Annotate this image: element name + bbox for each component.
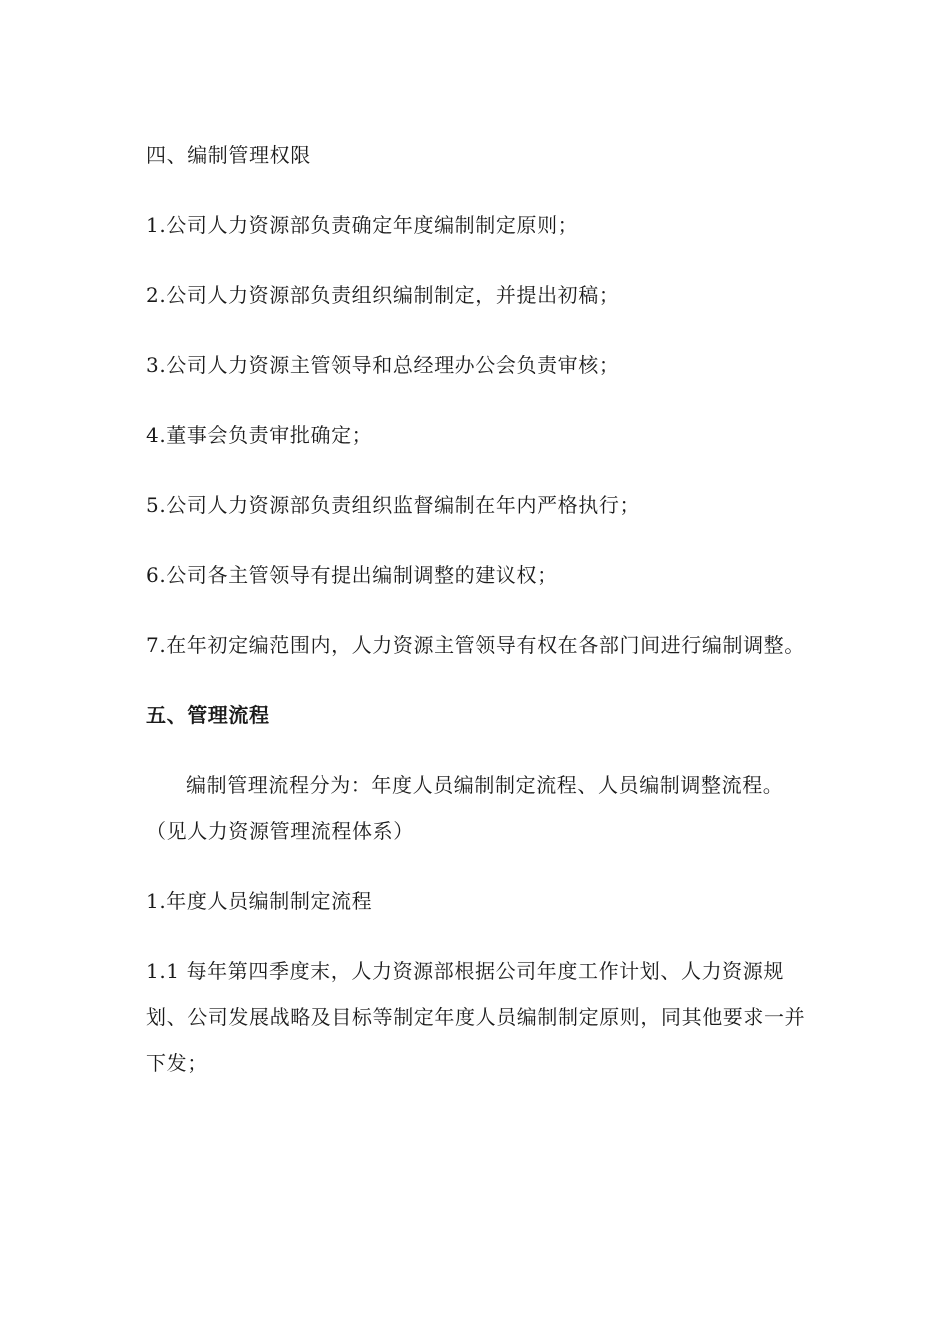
section-4-item-2: 2.公司人力资源部负责组织编制制定，并提出初稿； — [146, 283, 620, 307]
section-4-item-7: 7.在年初定编范围内，人力资源主管领导有权在各部门间进行编制调整。 — [146, 633, 805, 657]
section-4-item-6: 6.公司各主管领导有提出编制调整的建议权； — [146, 563, 558, 587]
document-body — [146, 132, 810, 1086]
section-5-intro: 编制管理流程分为：年度人员编制制定流程、人员编制调整流程。（见人力资源管理流程体系） — [146, 773, 784, 843]
section-4-item-1: 1.公司人力资源部负责确定年度编制制定原则； — [146, 213, 579, 237]
section-4-item-4: 4.董事会负责审批确定； — [146, 423, 373, 447]
section-4-item-3: 3.公司人力资源主管领导和总经理办公会负责审核； — [146, 353, 620, 377]
section-5-heading: 五、管理流程 — [146, 703, 270, 727]
section-5-sub1-heading: 1.年度人员编制制定流程 — [146, 889, 373, 913]
section-5-sub1-1: 1.1 每年第四季度末，人力资源部根据公司年度工作计划、人力资源规划、公司发展战略及目标等制定年度人员编制制定原则，同其他要求一并下发； — [146, 959, 806, 1075]
section-4-item-5: 5.公司人力资源部负责组织监督编制在年内严格执行； — [146, 493, 641, 517]
section-4-heading: 四、编制管理权限 — [146, 143, 311, 167]
